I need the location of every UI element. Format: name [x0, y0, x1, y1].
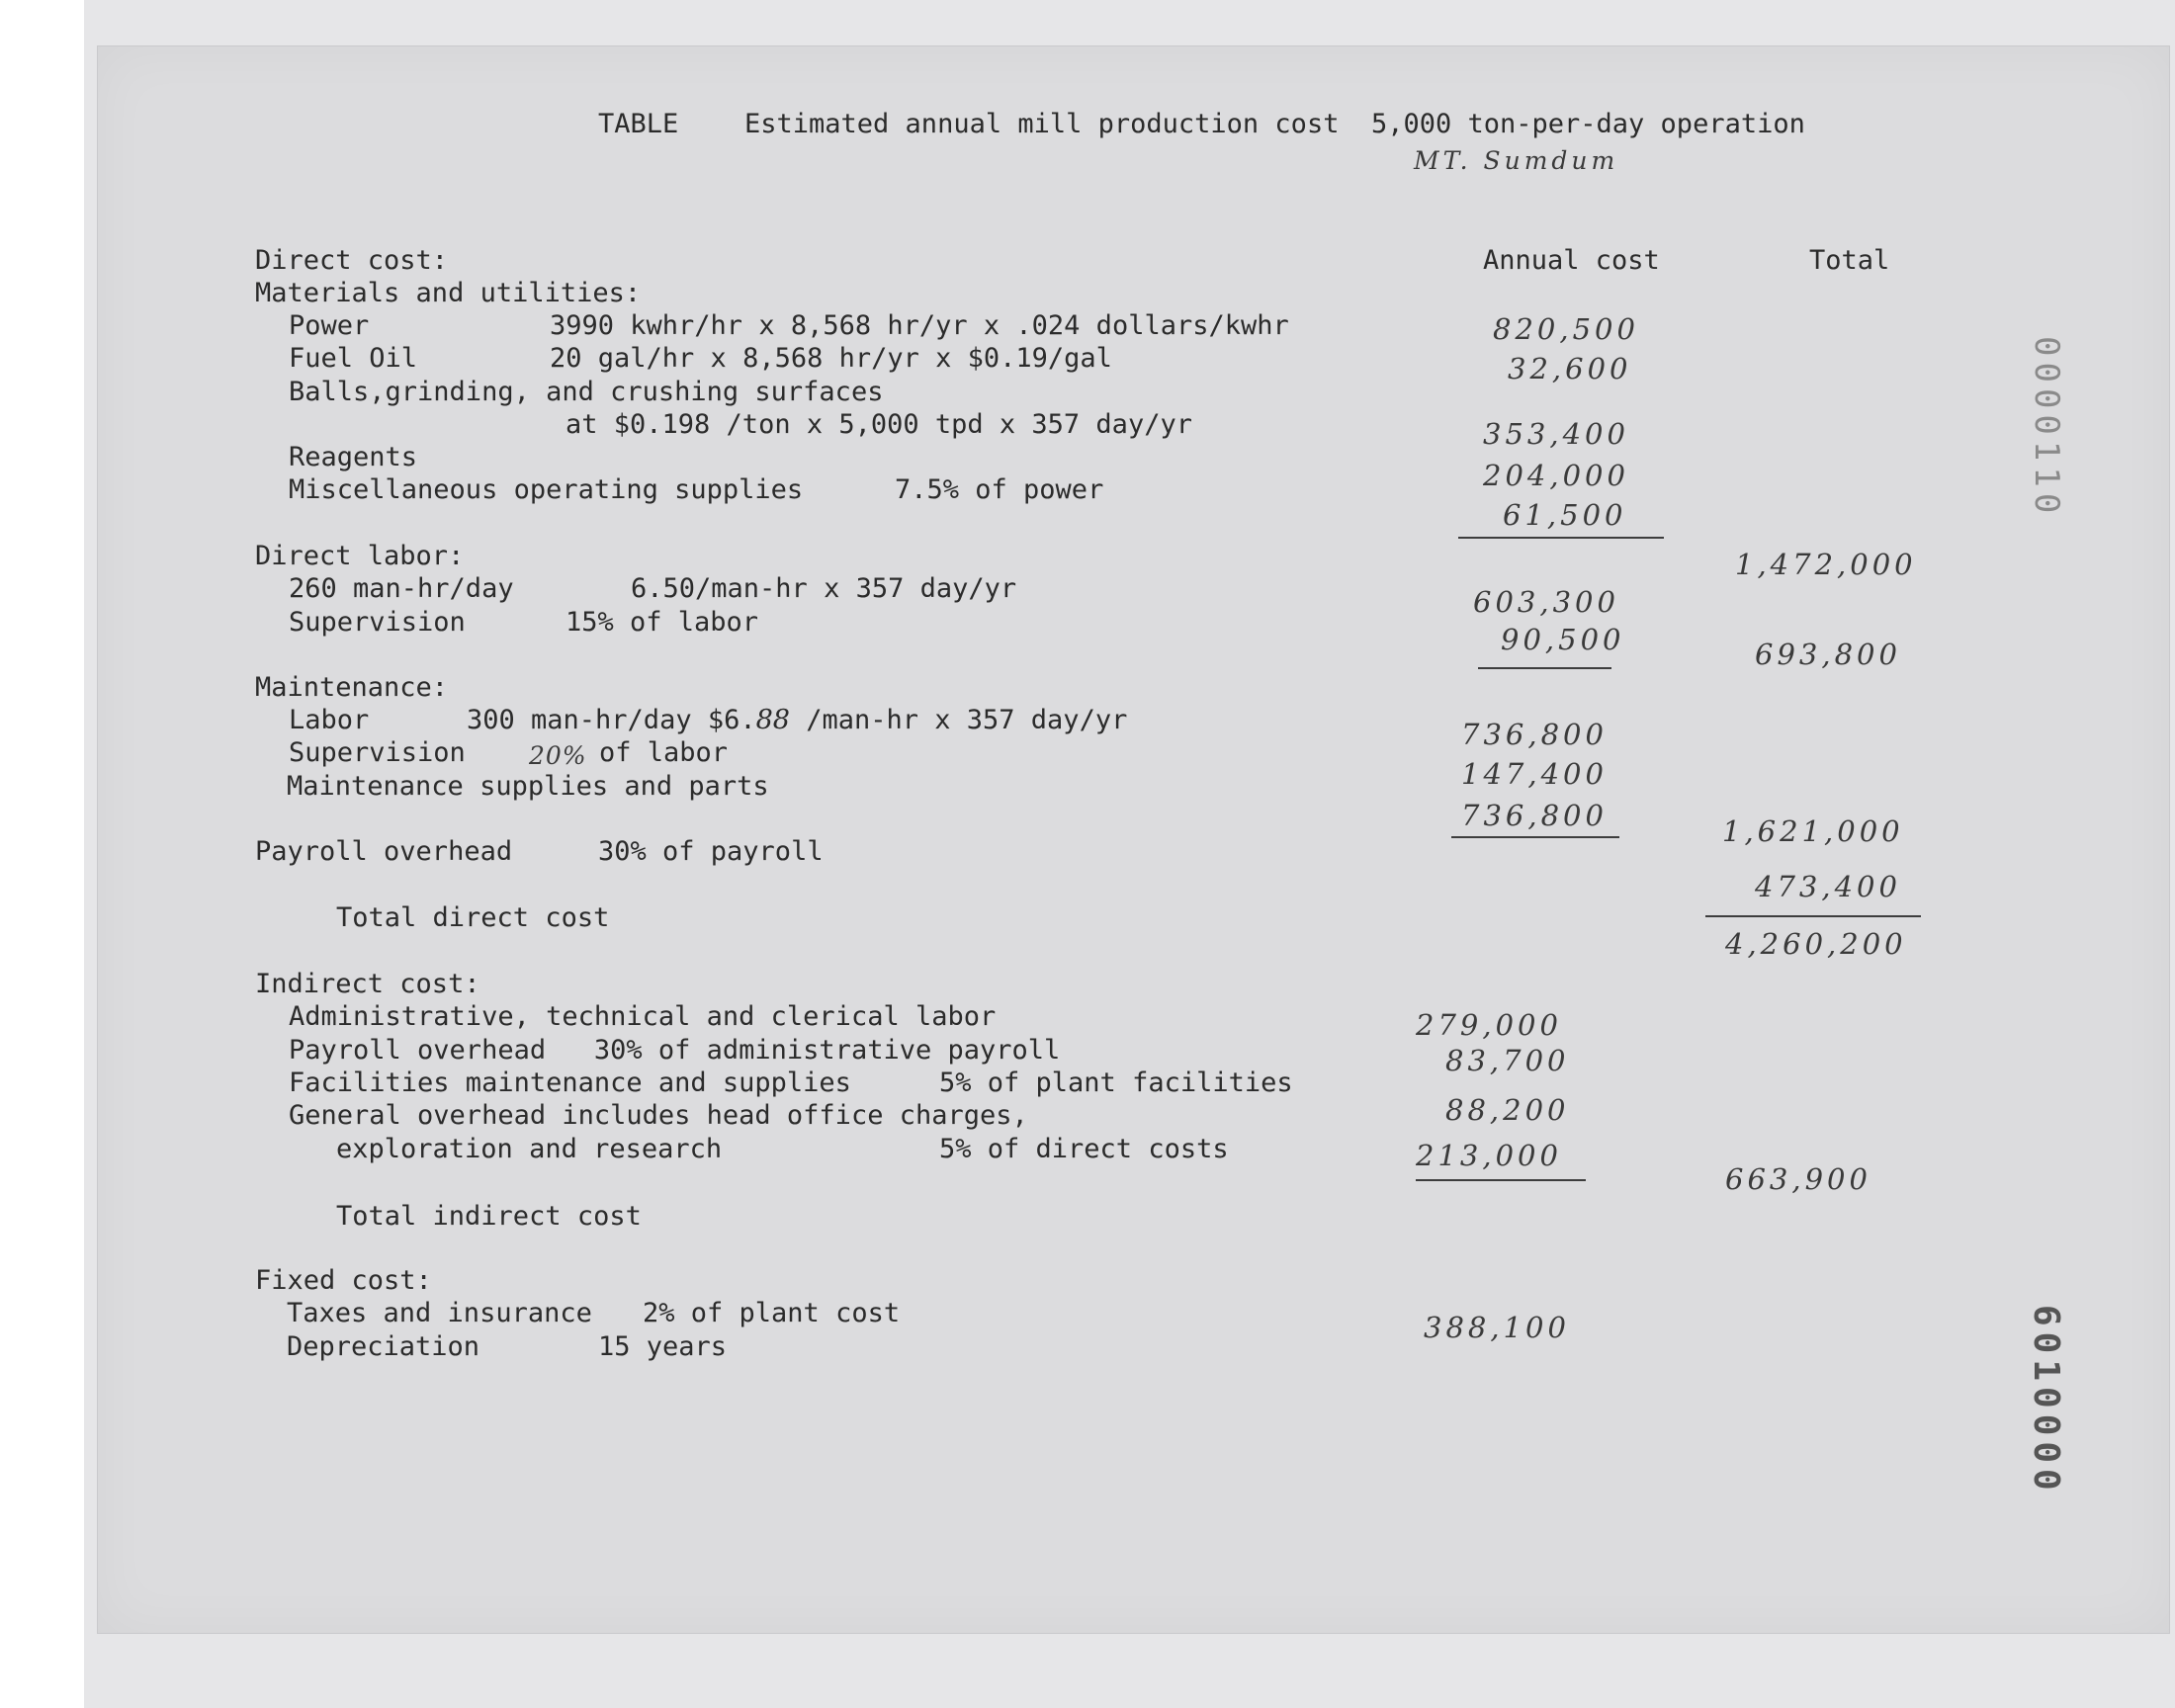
exploration-label: exploration and research	[336, 1134, 723, 1164]
maintenance-heading: Maintenance:	[255, 672, 449, 703]
maint-labor-detail-handwritten: 88	[755, 705, 790, 735]
materials-underline	[1458, 537, 1664, 539]
facilities-detail: 5% of plant facilities	[939, 1068, 1293, 1098]
power-annual: 820,500	[1493, 312, 1639, 346]
reagents-label: Reagents	[289, 442, 418, 472]
power-label: Power	[289, 310, 370, 341]
indirect-total-value: 663,900	[1725, 1162, 1871, 1196]
maint-labor-label: Labor	[289, 705, 370, 735]
taxes-detail: 2% of plant cost	[643, 1298, 901, 1328]
maint-supervision-detail: of labor	[599, 737, 729, 768]
fixed-cost-heading: Fixed cost:	[255, 1265, 432, 1296]
balls-annual: 353,400	[1483, 417, 1629, 451]
taxes-annual: 388,100	[1424, 1311, 1570, 1344]
total-direct-value: 4,260,200	[1725, 927, 1907, 961]
labor-underline	[1478, 667, 1611, 669]
labor-supervision-annual: 90,500	[1501, 623, 1625, 656]
admin-annual: 279,000	[1416, 1008, 1562, 1042]
power-detail: 3990 kwhr/hr x 8,568 hr/yr x .024 dollars/kwhr	[550, 310, 1289, 341]
maintenance-underline	[1451, 836, 1619, 838]
maint-supervision-label: Supervision	[289, 737, 466, 768]
misc-detail: 7.5% of power	[895, 474, 1104, 505]
fuel-detail: 20 gal/hr x 8,568 hr/yr x $0.19/gal	[550, 343, 1112, 374]
document-number-stamp-bottom: 6010000	[2026, 1305, 2066, 1496]
payroll-overhead-label: Payroll overhead	[255, 836, 513, 867]
balls-detail: at $0.198 /ton x 5,000 tpd x 357 day/yr	[566, 409, 1192, 440]
indirect-payroll-annual: 83,700	[1445, 1044, 1570, 1077]
balls-label: Balls,grinding, and crushing surfaces	[289, 377, 884, 407]
total-direct-label: Total direct cost	[336, 902, 610, 933]
maint-supplies-annual: 736,800	[1461, 799, 1608, 832]
total-indirect-label: Total indirect cost	[336, 1201, 642, 1232]
labor-supervision-label: Supervision	[289, 607, 466, 638]
materials-heading: Materials and utilities:	[255, 278, 642, 308]
payroll-overhead-total: 473,400	[1755, 870, 1901, 903]
maintenance-total: 1,621,000	[1722, 814, 1904, 848]
indirect-cost-heading: Indirect cost:	[255, 969, 480, 999]
indirect-payroll-label: Payroll overhead 30% of administrative payroll	[289, 1035, 1061, 1066]
labor-label: 260 man-hr/day	[289, 573, 514, 604]
labor-annual: 603,300	[1473, 585, 1619, 619]
labor-detail: 6.50/man-hr x 357 day/yr	[631, 573, 1017, 604]
maint-supervision-handwritten: 20%	[529, 741, 587, 770]
direct-cost-heading: Direct cost:	[255, 245, 449, 276]
maint-supplies-label: Maintenance supplies and parts	[287, 771, 769, 802]
exploration-detail: 5% of direct costs	[939, 1134, 1229, 1164]
maint-supervision-annual: 147,400	[1461, 757, 1608, 791]
direct-labor-heading: Direct labor:	[255, 541, 465, 571]
column-total: Total	[1809, 245, 1890, 276]
document-number-stamp-top: 0000110	[2027, 336, 2066, 520]
reagents-annual: 204,000	[1483, 459, 1629, 492]
materials-total: 1,472,000	[1735, 548, 1917, 581]
handwritten-subtitle: MT. Sumdum	[1414, 146, 1619, 175]
misc-annual: 61,500	[1503, 498, 1627, 532]
direct-total-underline	[1705, 915, 1921, 917]
table-title: Estimated annual mill production cost 5,000 ton-per-day operation	[744, 109, 1805, 139]
admin-label: Administrative, technical and clerical labor	[289, 1001, 997, 1032]
fuel-label: Fuel Oil	[289, 343, 418, 374]
maint-labor-detail-a: 300 man-hr/day $6.	[467, 705, 756, 735]
exploration-annual: 213,000	[1416, 1139, 1562, 1172]
general-overhead-label: General overhead includes head office charges,	[289, 1100, 1028, 1131]
table-label: TABLE	[598, 109, 679, 139]
column-annual-cost: Annual cost	[1483, 245, 1660, 276]
maint-labor-detail-b: /man-hr x 357 day/yr	[789, 705, 1128, 735]
payroll-overhead-detail: 30% of payroll	[598, 836, 824, 867]
depreciation-label: Depreciation	[287, 1331, 480, 1362]
maint-labor-annual: 736,800	[1461, 718, 1608, 751]
labor-total: 693,800	[1755, 638, 1901, 671]
misc-label: Miscellaneous operating supplies	[289, 474, 804, 505]
depreciation-detail: 15 years	[598, 1331, 728, 1362]
indirect-underline	[1416, 1179, 1586, 1181]
facilities-label: Facilities maintenance and supplies	[289, 1068, 851, 1098]
fuel-annual: 32,600	[1508, 352, 1632, 385]
facilities-annual: 88,200	[1445, 1093, 1570, 1127]
labor-supervision-detail: 15% of labor	[566, 607, 759, 638]
taxes-label: Taxes and insurance	[287, 1298, 592, 1328]
